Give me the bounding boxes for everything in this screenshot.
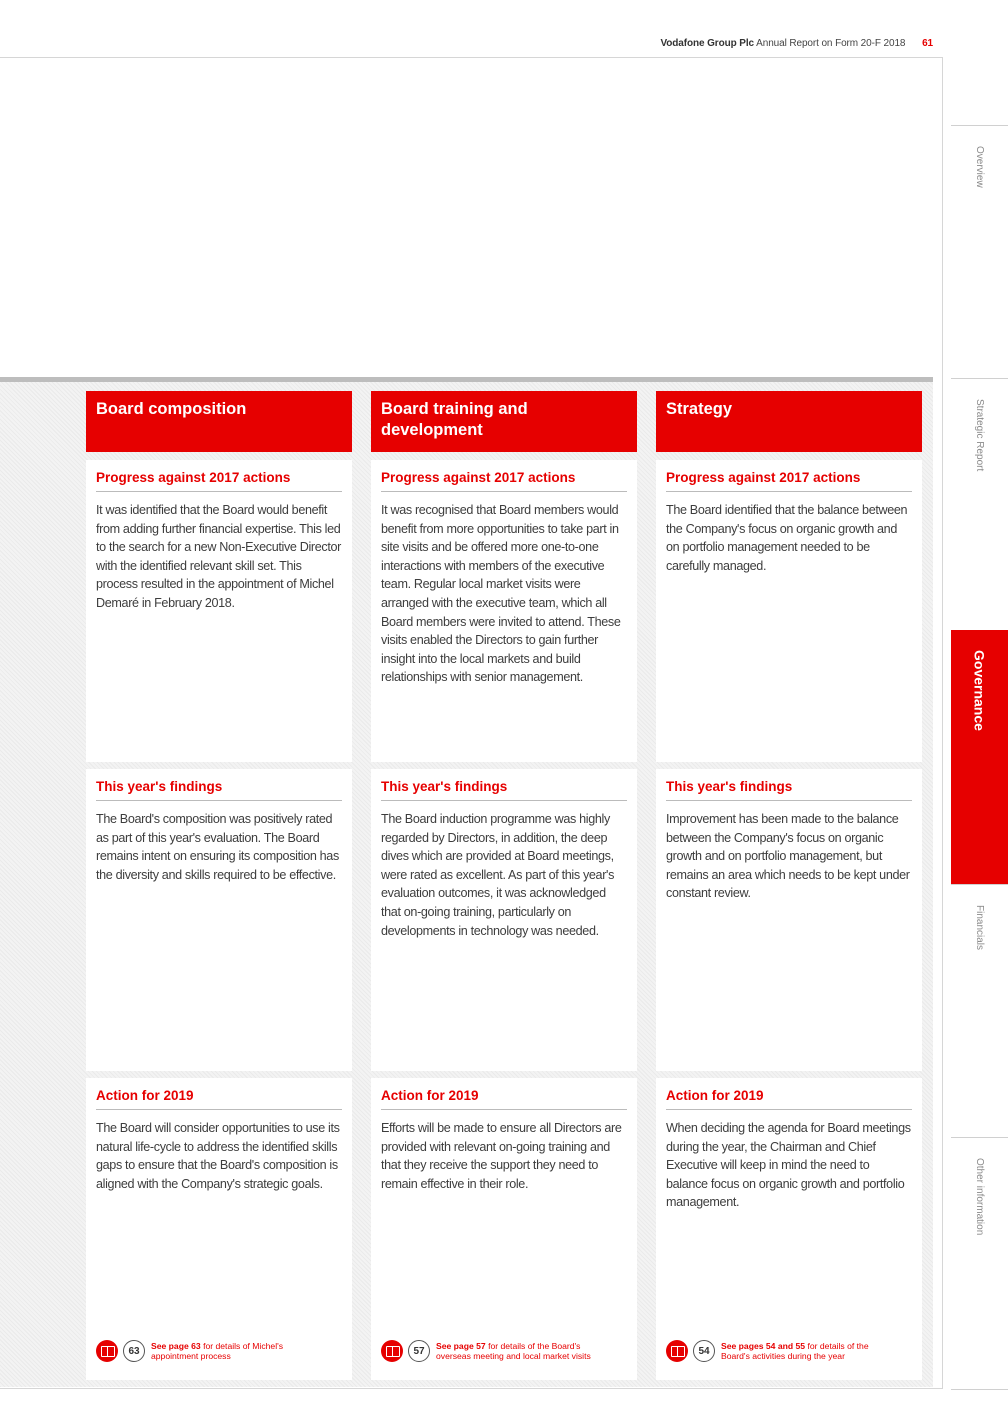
page-ref-line2: appointment process — [151, 1351, 231, 1361]
card-progress-strategy — [656, 460, 922, 762]
card-progress-board-training — [371, 460, 637, 762]
sidebar-tab-financials[interactable] — [951, 884, 1008, 1137]
card-heading: Progress against 2017 actions — [96, 470, 342, 492]
page-ref-text — [436, 1341, 591, 1362]
page-ref-rest: for details of the — [805, 1340, 869, 1351]
sidebar-tab-strategic-report[interactable] — [951, 378, 1008, 630]
sidebar-tab-label: Governance — [971, 650, 988, 731]
card-findings-board-composition — [86, 769, 352, 1071]
page-ref-line2: Board's activities during the year — [721, 1351, 845, 1361]
card-body: It was identified that the Board would benefit from adding further financial expertise. This led to the search for a new Non-Executive Director with the identified relevant skill set. This process resulted in the appointment of Michel Demaré in February 2018. — [96, 503, 341, 610]
book-icon — [96, 1340, 118, 1362]
card-body: Improvement has been made to the balance between the Company's focus on organic growth and on portfolio management, but remains an area which needs to be kept under constant review. — [666, 812, 910, 901]
sidebar-tab-label: Strategic Report — [974, 399, 985, 472]
card-heading: This year's findings — [666, 779, 912, 801]
page-ref-text — [151, 1341, 283, 1362]
card-heading: Action for 2019 — [381, 1088, 627, 1110]
page-number: 61 — [922, 38, 933, 49]
page-ref-text — [721, 1341, 869, 1362]
sidebar-tab-label: Other information — [974, 1158, 985, 1236]
page-ref-badge: 54 — [693, 1340, 715, 1362]
company-name: Vodafone Group Plc — [660, 38, 755, 49]
page-ref-line2: overseas meeting and local market visits — [436, 1351, 591, 1361]
sidebar-tab-label: Financials — [974, 905, 985, 951]
column-title-board-training: Board training and development — [371, 391, 637, 452]
section-sidebar — [951, 0, 1008, 1425]
page-header — [660, 38, 933, 49]
page-ref-badge: 63 — [123, 1340, 145, 1362]
card-action-board-training — [371, 1078, 637, 1380]
card-heading: Action for 2019 — [666, 1088, 912, 1110]
card-body: When deciding the agenda for Board meetings during the year, the Chairman and Chief Executive will keep in mind the need to balance focus on organic growth and portfolio management. — [666, 1121, 911, 1210]
frame-bottom-line — [0, 1388, 943, 1389]
card-findings-strategy — [656, 769, 922, 1071]
card-heading: Action for 2019 — [96, 1088, 342, 1110]
card-body: It was recognised that Board members would benefit from more opportunities to take part in site visits and be offered more one-to-one interactions with members of the executive team. Regular local market visits were arranged with the executive team, which all Board members were invited to attend. These visits enabled the Directors to gain further insight into the local markets and build relationships with senior management. — [381, 503, 621, 685]
report-title: Annual Report on Form 20-F 2018 — [756, 38, 906, 49]
card-heading: This year's findings — [96, 779, 342, 801]
column-title-strategy: Strategy — [656, 391, 922, 452]
card-body: The Board induction programme was highly regarded by Directors, in addition, the deep dives which are provided at Board meetings, were rated as excellent. As part of this year's evaluation outcomes, it was acknowledged that on-going training, particularly on developments in technology was needed. — [381, 812, 615, 938]
page-ref-bold: See page 63 — [151, 1340, 201, 1351]
page-ref-bold: See page 57 — [436, 1340, 486, 1351]
sidebar-tab-label: Overview — [974, 146, 985, 188]
card-body: The Board identified that the balance between the Company's focus on organic growth and on portfolio management needed to be carefully managed. — [666, 503, 908, 573]
card-body: Efforts will be made to ensure all Directors are provided with relevant on-going training and that they receive the support they need to remain effective in their role. — [381, 1121, 622, 1191]
page-reference-link[interactable] — [666, 1340, 869, 1362]
sidebar-tab-other-information[interactable] — [951, 1137, 1008, 1389]
card-heading: Progress against 2017 actions — [381, 470, 627, 492]
sidebar-tab-overview[interactable] — [951, 125, 1008, 378]
sidebar-bottom-line — [951, 1389, 1008, 1390]
page-ref-bold: See pages 54 and 55 — [721, 1340, 806, 1351]
column-title-board-composition: Board composition — [86, 391, 352, 452]
frame-right-line — [942, 57, 943, 1389]
card-body: The Board will consider opportunities to use its natural life-cycle to address the identified skills gaps to ensure that the Board's composition is aligned with the Company's strategic goals. — [96, 1121, 340, 1191]
card-heading: This year's findings — [381, 779, 627, 801]
card-progress-board-composition — [86, 460, 352, 762]
sidebar-tab-governance[interactable] — [951, 630, 1008, 884]
page-reference-link[interactable] — [96, 1340, 283, 1362]
page-ref-badge: 57 — [408, 1340, 430, 1362]
page-ref-rest: for details of Michel's — [200, 1340, 284, 1351]
page-ref-rest: for details of the Board's — [485, 1340, 581, 1351]
card-findings-board-training — [371, 769, 637, 1071]
frame-top-line — [0, 57, 943, 58]
card-body: The Board's composition was positively rated as part of this year's evaluation. The Board remains intent on ensuring its composition has the diversity and skills required to be effective. — [96, 812, 339, 882]
card-action-strategy — [656, 1078, 922, 1380]
book-icon — [381, 1340, 403, 1362]
book-icon — [666, 1340, 688, 1362]
page-reference-link[interactable] — [381, 1340, 591, 1362]
card-action-board-composition — [86, 1078, 352, 1380]
card-heading: Progress against 2017 actions — [666, 470, 912, 492]
